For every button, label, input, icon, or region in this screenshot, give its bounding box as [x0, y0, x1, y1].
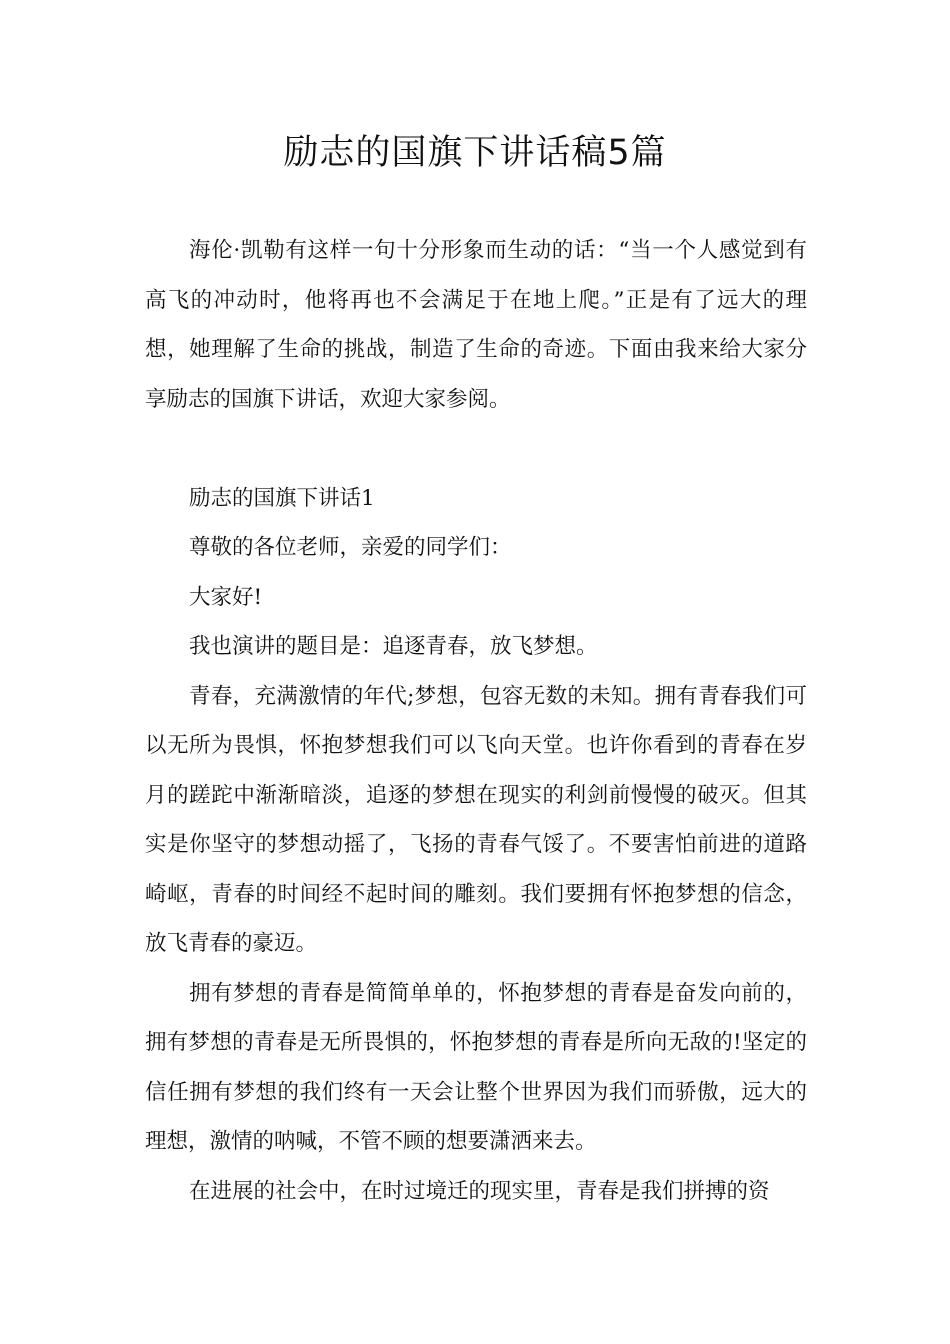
body-paragraph: 在进展的社会中，在时过境迁的现实里，青春是我们拼搏的资	[189, 1178, 770, 1204]
document-body	[145, 226, 807, 1216]
salutation-line: 尊敬的各位老师，亲爱的同学们：	[189, 535, 512, 560]
section-heading: 励志的国旗下讲话1	[189, 485, 375, 511]
intro-paragraph: 海伦·凯勒有这样一句十分形象而生动的话：“当一个人感觉到有高飞的冲动时，他将再也不会满足于在地上爬。”正是有了远大的理想，她理解了生命的挑战，制造了生命的奇迹。下面由我来给大家分享励志的国旗下讲话，欢迎大家参阅。	[145, 238, 807, 412]
body-paragraph: 青春，充满激情的年代;梦想，包容无数的未知。拥有青春我们可以无所为畏惧，怀抱梦想我们可以飞向天堂。也许你看到的青春在岁月的蹉跎中渐渐暗淡，追逐的梦想在现实的利剑前慢慢的破灭。但其实是你坚守的梦想动摇了，飞扬的青春气馁了。不要害怕前进的道路崎岖，青春的时间经不起时间的雕刻。我们要拥有怀抱梦想的信念，放飞青春的豪迈。	[145, 683, 807, 956]
paragraph-spacer	[145, 424, 807, 474]
greeting-line: 大家好!	[189, 584, 263, 610]
body-paragraph: 拥有梦想的青春是简简单单的，怀抱梦想的青春是奋发向前的，拥有梦想的青春是无所畏惧的，怀抱梦想的青春是所向无敌的!坚定的信任拥有梦想的我们终有一天会让整个世界因为我们而骄傲，远大的理想，激情的呐喊，不管不顾的想要潇洒来去。	[145, 980, 807, 1154]
topic-line: 我也演讲的题目是：追逐青春，放飞梦想。	[189, 634, 598, 659]
document-title: 励志的国旗下讲话稿5篇	[283, 133, 667, 173]
